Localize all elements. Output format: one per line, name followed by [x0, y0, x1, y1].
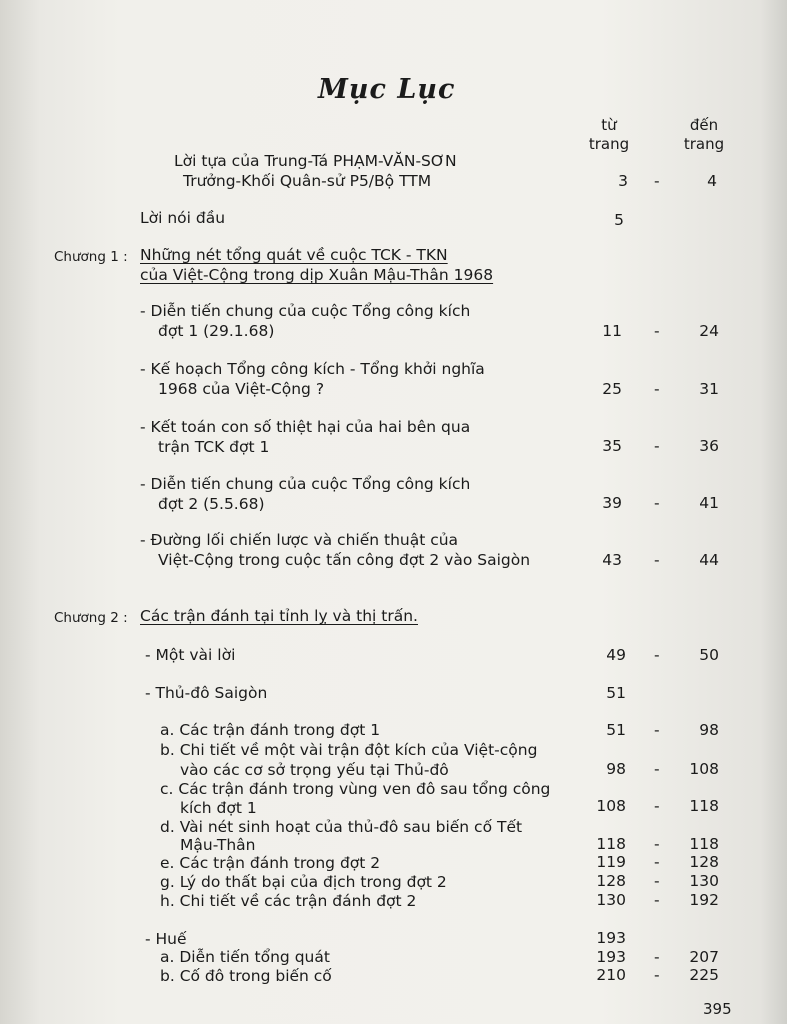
- ch1-item3-to: 36: [699, 437, 719, 455]
- dash: -: [654, 380, 660, 398]
- preface-label: Lời nói đầu: [140, 209, 226, 227]
- foreword-line1: Lời tựa của Trung-Tá PHẠM-VĂN-SƠN: [174, 152, 457, 170]
- saigon-item-c-line1: c. Các trận đánh trong vùng ven đô sau tổng công: [160, 780, 551, 798]
- hue-item-a-to: 207: [689, 948, 719, 966]
- foreword-from: 3: [618, 172, 628, 190]
- ch1-item5-line2: Việt-Cộng trong cuộc tấn công đợt 2 vào Saigòn: [158, 551, 531, 569]
- ch1-item3-line1: - Kết toán con số thiệt hại của hai bên qua: [140, 418, 471, 436]
- ch1-item4-line1: - Diễn tiến chung của cuộc Tổng công kích: [140, 475, 471, 493]
- ch1-item1-line1: - Diễn tiến chung của cuộc Tổng công kích: [140, 302, 471, 320]
- saigon-item-b-line2: vào các cơ sở trọng yếu tại Thủ-đô: [180, 761, 449, 779]
- ch1-item2-line2: 1968 của Việt-Cộng ?: [158, 380, 325, 398]
- ch2-intro-from: 49: [606, 646, 626, 664]
- saigon-item-a-to: 98: [699, 721, 719, 739]
- ch1-item1-from: 11: [602, 322, 622, 340]
- saigon-item-d-line1: d. Vài nét sinh hoạt của thủ-đô sau biến cố Tết: [160, 818, 523, 836]
- ch1-item3-line2: trận TCK đợt 1: [158, 438, 270, 456]
- dash: -: [654, 322, 660, 340]
- saigon-item-e-from: 119: [596, 853, 626, 871]
- dash: -: [654, 966, 660, 984]
- chapter1-label: Chương 1 :: [54, 249, 128, 265]
- saigon-item-g-from: 128: [596, 872, 626, 890]
- dash: -: [654, 551, 660, 569]
- chapter2-label: Chương 2 :: [54, 610, 128, 626]
- dash: -: [654, 948, 660, 966]
- dash: -: [654, 891, 660, 909]
- saigon-item-d-line2: Mậu-Thân: [180, 836, 256, 854]
- ch1-item3-from: 35: [602, 437, 622, 455]
- hue-item-b-to: 225: [689, 966, 719, 984]
- dash: -: [654, 437, 660, 455]
- saigon-item-a: a. Các trận đánh trong đợt 1: [160, 721, 381, 739]
- ch1-item1-to: 24: [699, 322, 719, 340]
- chapter2-title: Các trận đánh tại tỉnh lỵ và thị trấn.: [140, 607, 418, 625]
- saigon-item-b-from: 98: [606, 760, 626, 778]
- saigon-item-g: g. Lý do thất bại của địch trong đợt 2: [160, 873, 447, 891]
- hue-from: 193: [596, 929, 626, 947]
- ch2-intro-label: - Một vài lời: [145, 646, 236, 664]
- preface-from: 5: [614, 211, 624, 229]
- dash: -: [654, 760, 660, 778]
- ch1-item4-to: 41: [699, 494, 719, 512]
- saigon-item-b-line1: b. Chi tiết về một vài trận đột kích của Việt-cộng: [160, 741, 538, 759]
- ch1-item5-line1: - Đường lối chiến lược và chiến thuật của: [140, 531, 459, 549]
- page-number: 395: [703, 1000, 732, 1018]
- ch1-item1-line2: đợt 1 (29.1.68): [158, 322, 275, 340]
- dash: -: [654, 797, 660, 815]
- saigon-item-d-to: 118: [689, 835, 719, 853]
- chapter1-title-line2: của Việt-Cộng trong dịp Xuân Mậu-Thân 1968: [140, 266, 494, 284]
- saigon-item-e: e. Các trận đánh trong đợt 2: [160, 854, 381, 872]
- dash: -: [654, 646, 660, 664]
- dash: -: [654, 494, 660, 512]
- ch1-item5-to: 44: [699, 551, 719, 569]
- dash: -: [654, 853, 660, 871]
- hue-item-b: b. Cố đô trong biến cố: [160, 967, 332, 985]
- saigon-item-g-to: 130: [689, 872, 719, 890]
- ch1-item2-line1: - Kế hoạch Tổng công kích - Tổng khởi nghĩa: [140, 360, 485, 378]
- foreword-to: 4: [707, 172, 717, 190]
- saigon-item-c-line2: kích đợt 1: [180, 799, 257, 817]
- chapter1-title-line1: Những nét tổng quát về cuộc TCK - TKN: [140, 246, 448, 264]
- ch1-item2-from: 25: [602, 380, 622, 398]
- saigon-item-d-from: 118: [596, 835, 626, 853]
- ch2-intro-to: 50: [699, 646, 719, 664]
- dash: -: [654, 721, 660, 739]
- dash: -: [654, 172, 660, 190]
- hue-item-b-from: 210: [596, 966, 626, 984]
- saigon-item-c-from: 108: [596, 797, 626, 815]
- saigon-item-e-to: 128: [689, 853, 719, 871]
- saigon-item-b-to: 108: [689, 760, 719, 778]
- saigon-item-h-from: 130: [596, 891, 626, 909]
- saigon-item-c-to: 118: [689, 797, 719, 815]
- hue-item-a-from: 193: [596, 948, 626, 966]
- hue-item-a: a. Diễn tiến tổng quát: [160, 948, 330, 966]
- hue-label: - Huế: [145, 930, 187, 948]
- ch1-item2-to: 31: [699, 380, 719, 398]
- dash: -: [654, 835, 660, 853]
- saigon-item-a-from: 51: [606, 721, 626, 739]
- ch1-item4-from: 39: [602, 494, 622, 512]
- page-title: Mục Lục: [318, 74, 456, 105]
- ch1-item4-line2: đợt 2 (5.5.68): [158, 495, 265, 513]
- column-header-from: từ trang: [588, 116, 630, 153]
- foreword-line2: Trưởng-Khối Quân-sử P5/Bộ TTM: [183, 172, 432, 190]
- saigon-from: 51: [606, 684, 626, 702]
- ch1-item5-from: 43: [602, 551, 622, 569]
- saigon-label: - Thủ-đô Saigòn: [145, 684, 268, 702]
- dash: -: [654, 872, 660, 890]
- column-header-to: đến trang: [683, 116, 725, 153]
- saigon-item-h: h. Chi tiết về các trận đánh đợt 2: [160, 892, 417, 910]
- saigon-item-h-to: 192: [689, 891, 719, 909]
